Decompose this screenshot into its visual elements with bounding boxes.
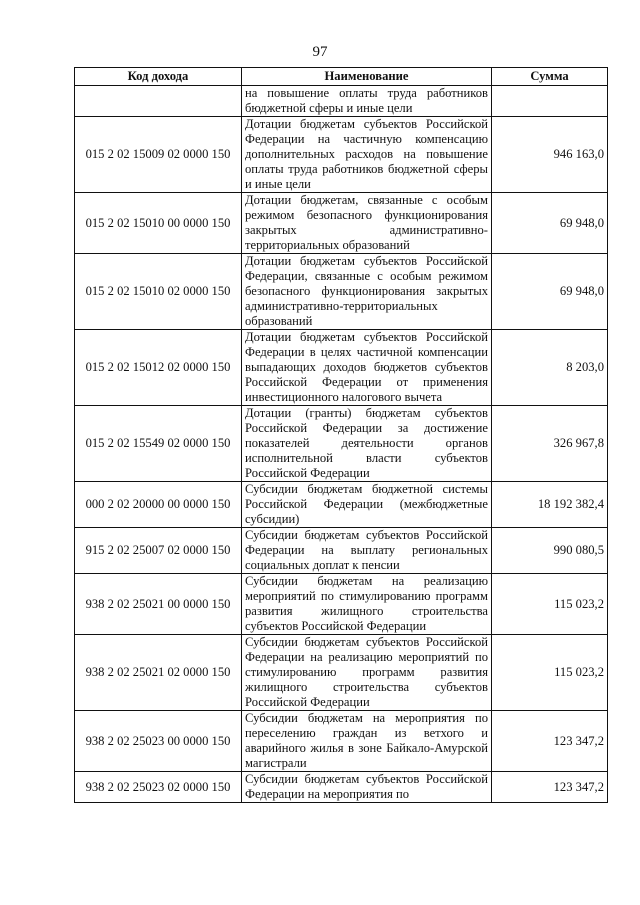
revenue-name: Субсидии бюджетам субъектов Российской Федерации на мероприятия по <box>242 772 492 803</box>
table-row <box>75 482 608 528</box>
revenue-code: 015 2 02 15010 00 0000 150 <box>75 193 242 254</box>
revenue-code: 938 2 02 25021 02 0000 150 <box>75 635 242 711</box>
table-row <box>75 772 608 803</box>
revenue-code <box>75 86 242 117</box>
revenue-code: 938 2 02 25023 02 0000 150 <box>75 772 242 803</box>
revenue-sum: 990 080,5 <box>492 528 608 574</box>
table-row <box>75 193 608 254</box>
table-row <box>75 254 608 330</box>
revenue-sum: 326 967,8 <box>492 406 608 482</box>
revenue-sum: 18 192 382,4 <box>492 482 608 528</box>
revenue-name: на повышение оплаты труда работников бюджетной сферы и иные цели <box>242 86 492 117</box>
revenue-name: Дотации (гранты) бюджетам субъектов Российской Федерации за достижение показателей деятельности органов исполнительной власти субъектов Российской Федерации <box>242 406 492 482</box>
revenue-name: Дотации бюджетам субъектов Российской Федерации в целях частичной компенсации выпадающих доходов бюджетов субъектов Российской Федерации от применения инвестиционного налогового вычета <box>242 330 492 406</box>
table-row <box>75 330 608 406</box>
revenue-name: Дотации бюджетам субъектов Российской Федерации, связанные с особым режимом безопасного функционирования закрытых административно-территориальных образований <box>242 254 492 330</box>
revenue-sum: 946 163,0 <box>492 117 608 193</box>
revenue-code: 938 2 02 25023 00 0000 150 <box>75 711 242 772</box>
revenue-code: 000 2 02 20000 00 0000 150 <box>75 482 242 528</box>
table-row <box>75 528 608 574</box>
revenue-sum: 8 203,0 <box>492 330 608 406</box>
table-header-row <box>75 68 608 86</box>
page-number: 97 <box>312 44 328 60</box>
table-row <box>75 635 608 711</box>
revenue-code: 915 2 02 25007 02 0000 150 <box>75 528 242 574</box>
revenue-sum: 115 023,2 <box>492 635 608 711</box>
revenue-sum: 123 347,2 <box>492 772 608 803</box>
revenue-name: Субсидии бюджетам на мероприятия по переселению граждан из ветхого и аварийного жилья в зоне Байкало-Амурской магистрали <box>242 711 492 772</box>
revenue-name: Дотации бюджетам, связанные с особым режимом безопасного функционирования закрытых административно-территориальных образований <box>242 193 492 254</box>
revenue-code: 938 2 02 25021 00 0000 150 <box>75 574 242 635</box>
revenue-sum: 115 023,2 <box>492 574 608 635</box>
table-row <box>75 117 608 193</box>
header-name: Наименование <box>242 68 492 86</box>
revenue-code: 015 2 02 15012 02 0000 150 <box>75 330 242 406</box>
table-row <box>75 711 608 772</box>
revenue-sum: 69 948,0 <box>492 193 608 254</box>
revenue-name: Субсидии бюджетам субъектов Российской Федерации на выплату региональных социальных доплат к пенсии <box>242 528 492 574</box>
revenue-name: Дотации бюджетам субъектов Российской Федерации на частичную компенсацию дополнительных расходов на повышение оплаты труда работников бюджетной сферы и иные цели <box>242 117 492 193</box>
revenue-sum: 123 347,2 <box>492 711 608 772</box>
table-row <box>75 406 608 482</box>
header-sum: Сумма <box>492 68 608 86</box>
revenue-sum: 69 948,0 <box>492 254 608 330</box>
header-code: Код дохода <box>75 68 242 86</box>
revenue-code: 015 2 02 15549 02 0000 150 <box>75 406 242 482</box>
table-row <box>75 86 608 117</box>
revenue-name: Субсидии бюджетам бюджетной системы Российской Федерации (межбюджетные субсидии) <box>242 482 492 528</box>
revenue-sum <box>492 86 608 117</box>
revenue-code: 015 2 02 15009 02 0000 150 <box>75 117 242 193</box>
revenue-table <box>74 67 608 803</box>
table-row <box>75 574 608 635</box>
revenue-name: Субсидии бюджетам субъектов Российской Федерации на реализацию мероприятий по стимулированию программ развития жилищного строительства субъектов Российской Федерации <box>242 635 492 711</box>
revenue-name: Субсидии бюджетам на реализацию мероприятий по стимулированию программ развития жилищного строительства субъектов Российской Федерации <box>242 574 492 635</box>
revenue-code: 015 2 02 15010 02 0000 150 <box>75 254 242 330</box>
